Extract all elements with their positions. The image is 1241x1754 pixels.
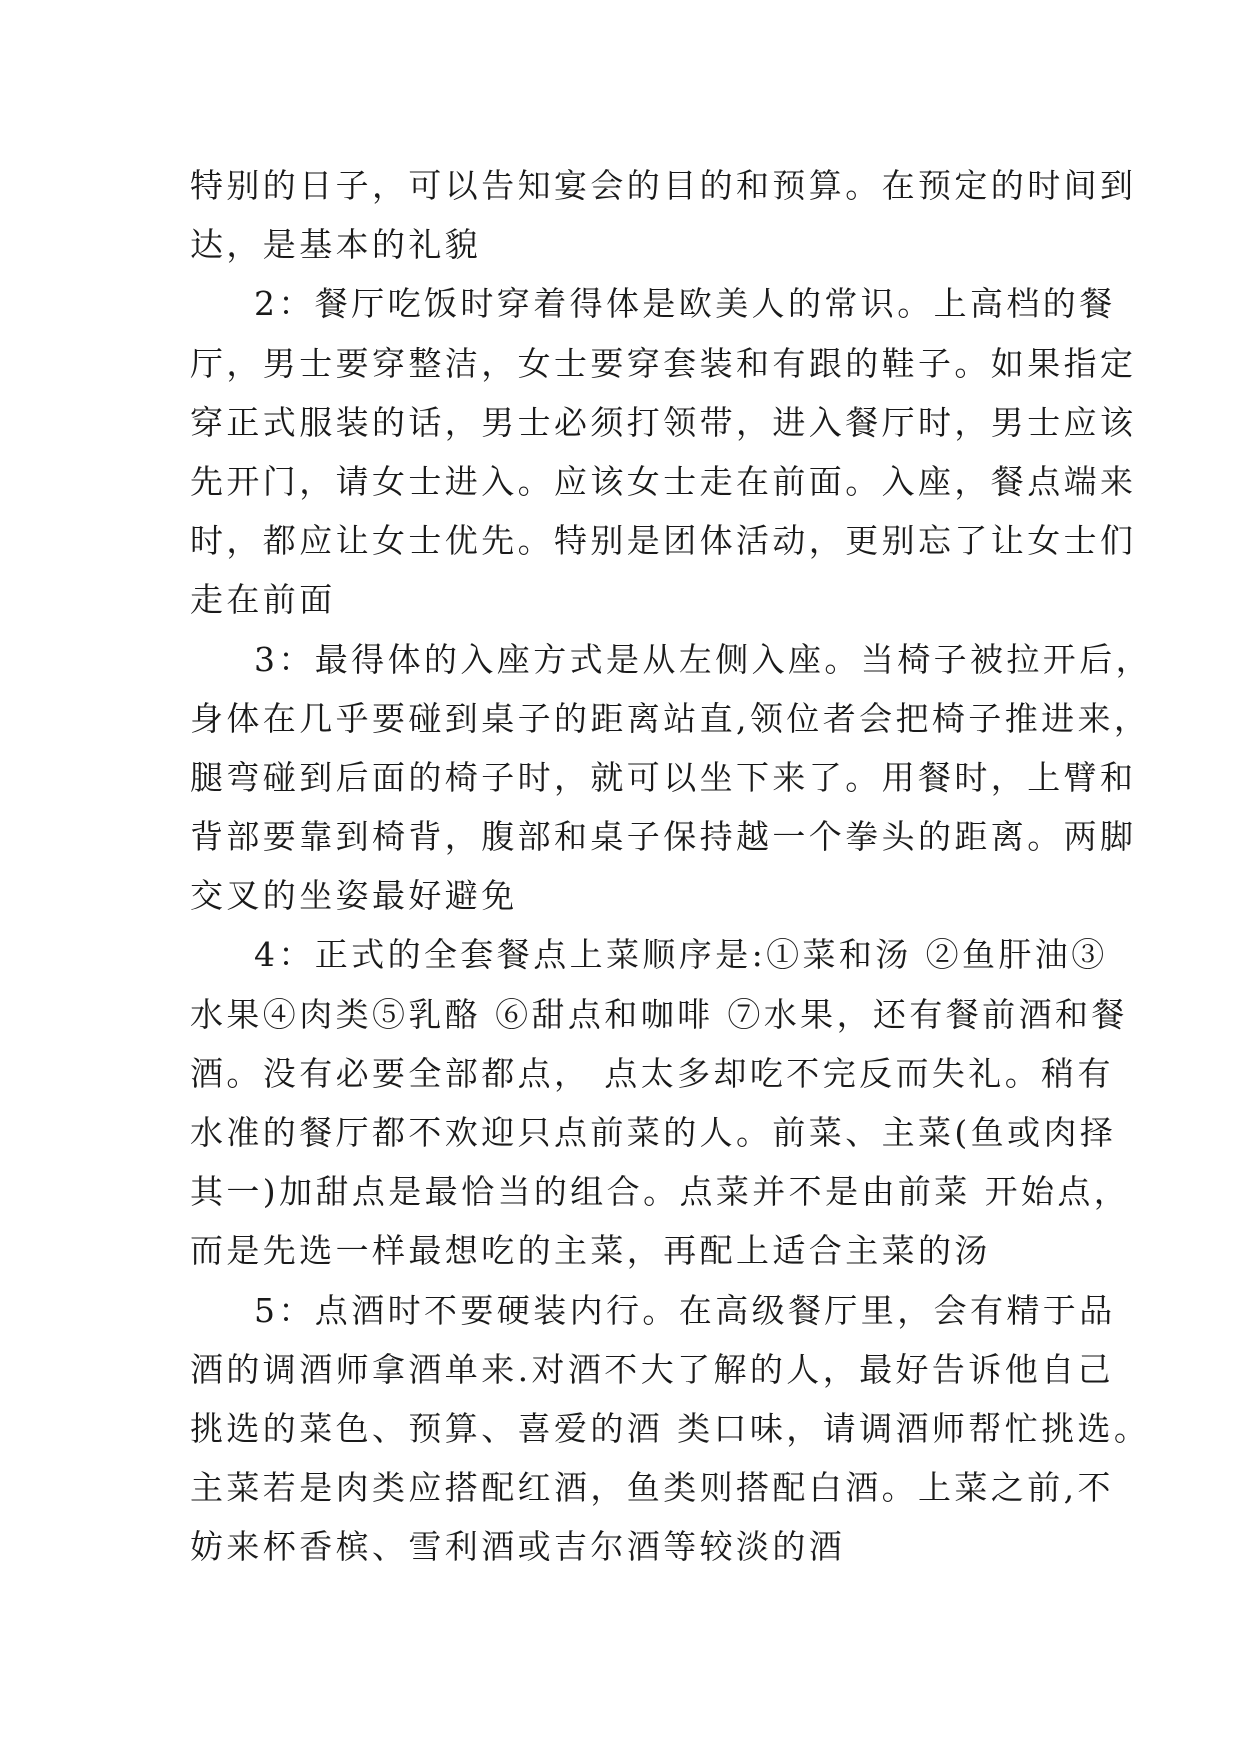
text-line: 厅，男士要穿整洁，女士要穿套装和有跟的鞋子。如果指定 — [190, 343, 1137, 383]
text-line: 酒。没有必要全部都点， 点太多却吃不完反而失礼。稍有 — [190, 1053, 1114, 1093]
text-line: 身体在几乎要碰到桌子的距离站直,领位者会把椅子推进来， — [190, 698, 1151, 738]
text-line: 妨来杯香槟、雪利酒或吉尔酒等较淡的酒 — [190, 1527, 846, 1567]
paragraph-4-start: 4：正式的全套餐点上菜顺序是:①菜和汤 ②鱼肝油③ — [254, 935, 1108, 975]
text-line: 而是先选一样最想吃的主菜，再配上适合主菜的汤 — [190, 1231, 991, 1271]
text-line: 走在前面 — [190, 580, 336, 620]
text-line: 穿正式服装的话，男士必须打领带，进入餐厅时，男士应该 — [190, 402, 1137, 442]
text-line: 达，是基本的礼貌 — [190, 225, 482, 265]
text-line: 腿弯碰到后面的椅子时，就可以坐下来了。用餐时，上臂和 — [190, 757, 1137, 797]
text-line: 挑选的菜色、预算、喜爱的酒 类口味，请调酒师帮忙挑选。 — [190, 1408, 1151, 1448]
text-line: 交叉的坐姿最好避免 — [190, 876, 518, 916]
text-line: 水果④肉类⑤乳酪 ⑥甜点和咖啡 ⑦水果，还有餐前酒和餐 — [190, 994, 1128, 1034]
paragraph-5-start: 5：点酒时不要硬装内行。在高级餐厅里，会有精于品 — [254, 1290, 1116, 1330]
text-line: 时，都应让女士优先。特别是团体活动，更别忘了让女士们 — [190, 521, 1137, 561]
text-line: 背部要靠到椅背，腹部和桌子保持越一个拳头的距离。两脚 — [190, 817, 1137, 857]
text-line: 水准的餐厅都不欢迎只点前菜的人。前菜、主菜(鱼或肉择 — [190, 1113, 1117, 1152]
text-line: 先开门，请女士进入。应该女士走在前面。入座，餐点端来 — [190, 461, 1137, 501]
text-line: 酒的调酒师拿酒单来.对酒不大了解的人，最好告诉他自己 — [190, 1349, 1114, 1389]
paragraph-2-start: 2：餐厅吃饭时穿着得体是欧美人的常识。上高档的餐 — [254, 284, 1116, 324]
text-line: 主菜若是肉类应搭配红酒，鱼类则搭配白酒。上菜之前,不 — [190, 1468, 1114, 1508]
body-text — [190, 156, 1152, 1577]
text-line: 特别的日子，可以告知宴会的目的和预算。在预定的时间到 — [190, 166, 1137, 205]
paragraph-3-start: 3：最得体的入座方式是从左侧入座。当椅子被拉开后， — [254, 639, 1152, 679]
text-line: 其一)加甜点是最恰当的组合。点菜并不是由前菜 开始点， — [190, 1172, 1131, 1212]
